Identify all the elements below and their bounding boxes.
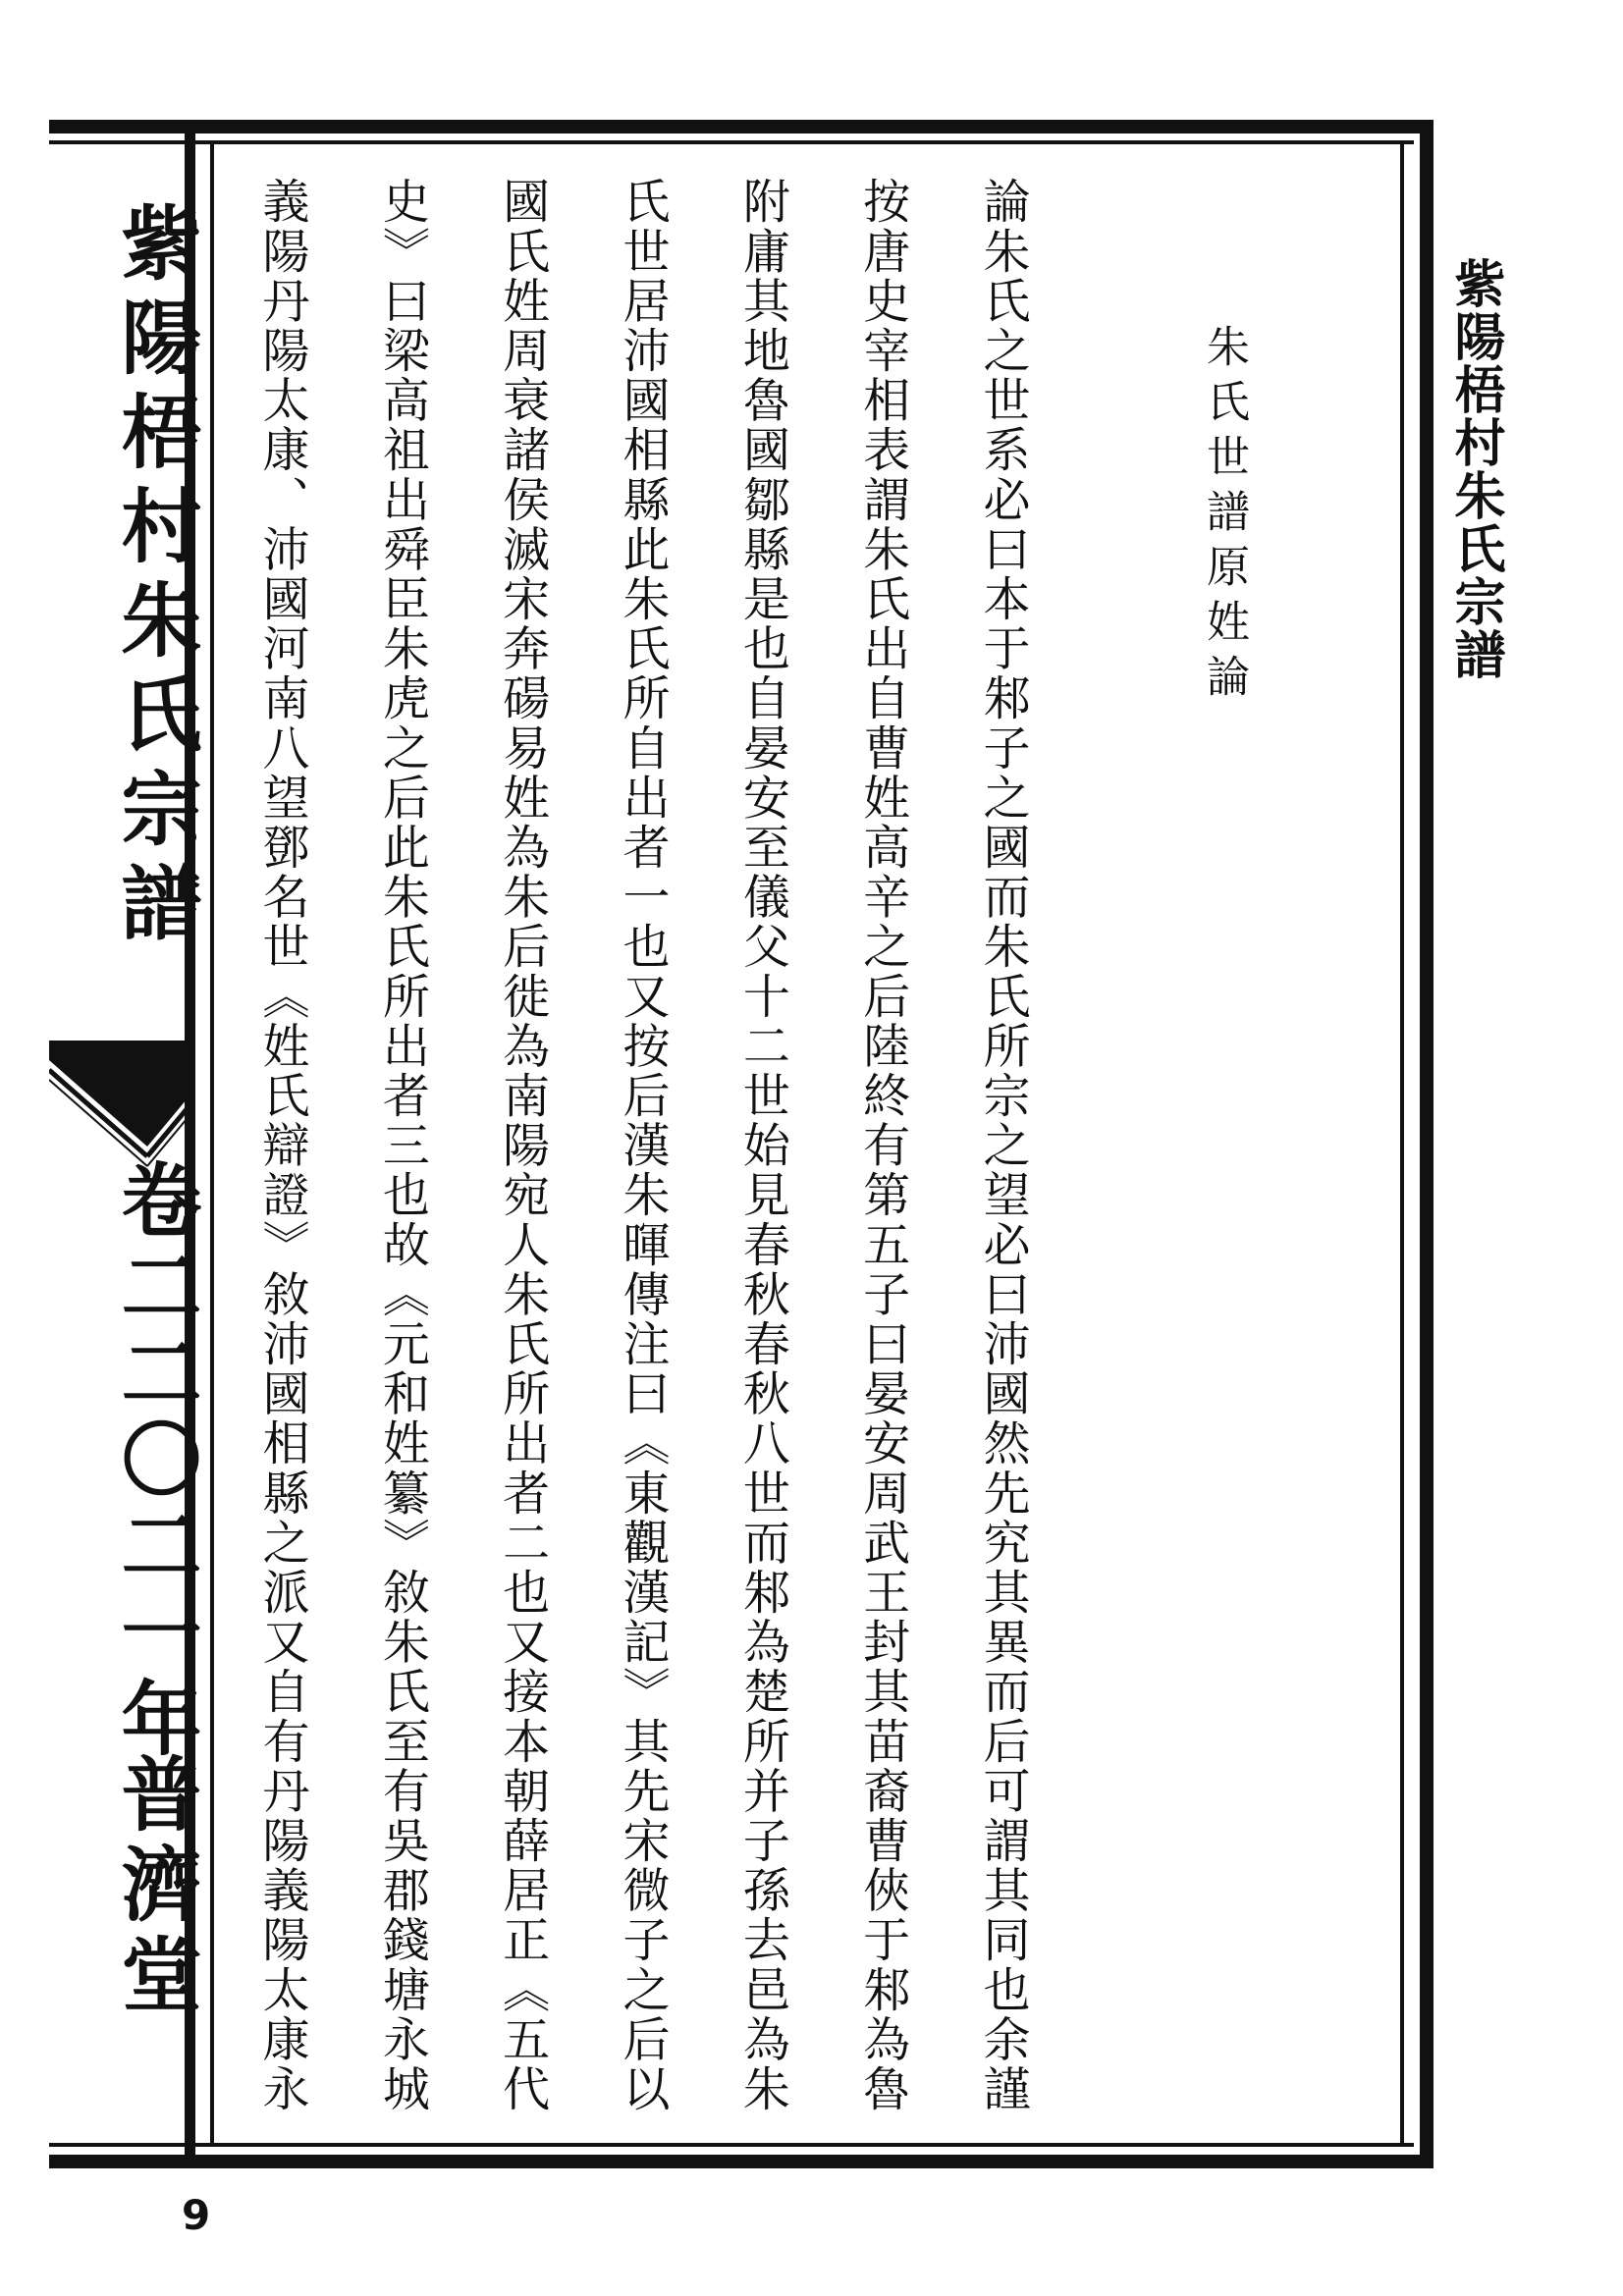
frame-bottom-thin xyxy=(49,2143,1414,2147)
book-title-side: 紫陽梧村朱氏宗譜 xyxy=(108,201,202,955)
section-title: 朱氏世譜原姓論 xyxy=(1199,324,1249,709)
body-column-4: 氏世居沛國相縣此朱氏所自出者一也又按后漢朱暉傳注曰《東觀漢記》其先宋微子之后以 xyxy=(614,177,670,2114)
frame-right-thick xyxy=(1420,120,1434,2168)
frame-right-thin xyxy=(1400,140,1404,2147)
edition-label: 卷二二〇二一年 xyxy=(108,1158,202,1763)
body-text xyxy=(250,177,1030,2115)
body-column-1: 論朱氏之世系必曰本于邾子之國而朱氏所宗之望必曰沛國然先究其異而后可謂其同也余謹 xyxy=(974,177,1030,2114)
publisher-label: 普濟堂 xyxy=(108,1752,202,2023)
body-column-6: 史》曰梁高祖出舜臣朱虎之后此朱氏所出者三也故《元和姓纂》敘朱氏至有吳郡錢塘永城 xyxy=(374,177,430,2114)
body-column-3: 附庸其地魯國鄒縣是也自晏安至儀父十二世始見春秋春秋八世而邾為楚所并子孫去邑為朱 xyxy=(734,177,790,2114)
frame-top-thin xyxy=(49,140,1414,144)
body-column-7: 義陽丹陽太康、沛國河南八望鄧名世《姓氏辯證》敘沛國相縣之派又自有丹陽義陽太康永 xyxy=(254,177,309,2114)
page-number: 9 xyxy=(182,2191,211,2239)
running-title: 紫陽梧村朱氏宗譜 xyxy=(1445,257,1505,681)
frame-bottom-thick xyxy=(49,2155,1434,2168)
body-column-5: 國氏姓周衰諸侯滅宋奔碭易姓為朱后徙為南陽宛人朱氏所出者二也又接本朝薛居正《五代 xyxy=(494,177,550,2114)
frame-top-thick xyxy=(49,120,1434,133)
body-column-2: 按唐史宰相表謂朱氏出自曹姓高辛之后陸終有第五子曰晏安周武王封其苗裔曹俠于邾為魯 xyxy=(854,177,910,2114)
